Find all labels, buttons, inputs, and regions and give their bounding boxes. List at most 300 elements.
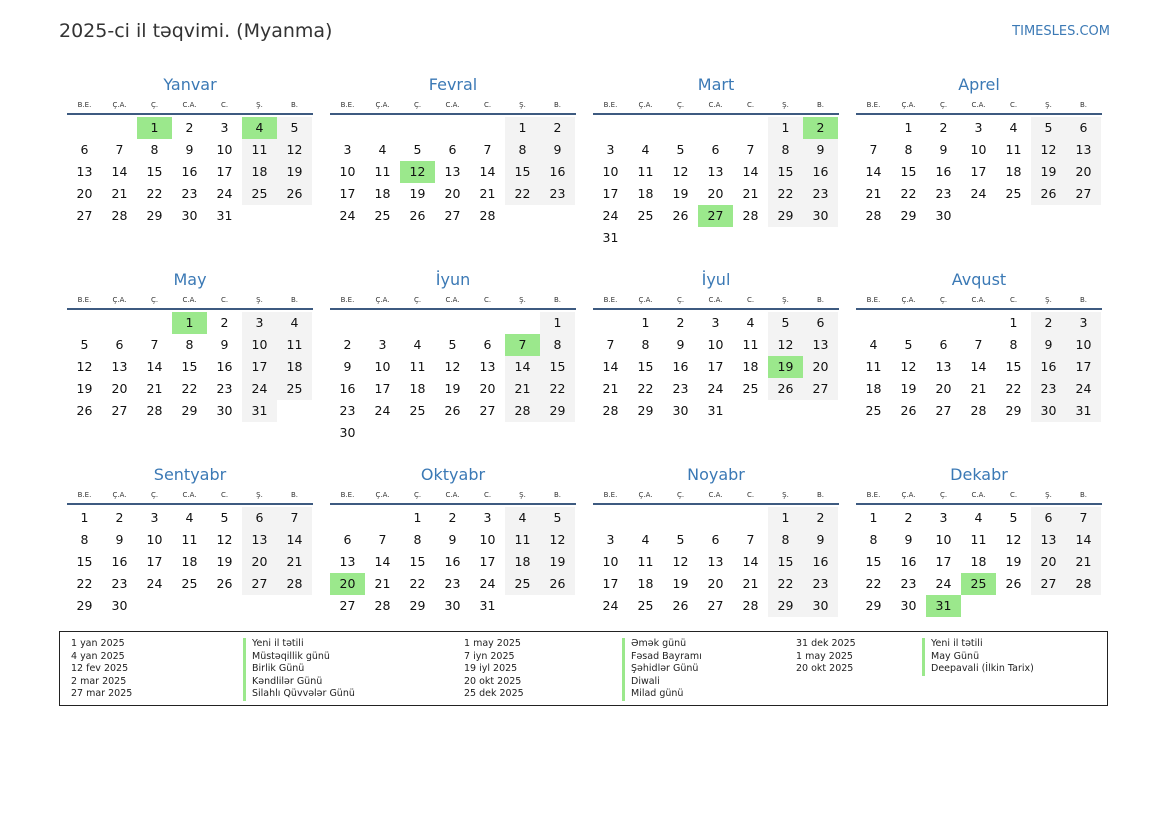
day-cell[interactable]: 3 [220,120,229,135]
day-cell[interactable]: 3 [378,337,387,352]
day-cell[interactable]: 18 [637,576,654,591]
day-cell[interactable]: 15 [637,359,654,374]
day-cell[interactable]: 22 [76,576,93,591]
day-cell[interactable]: 2 [185,120,194,135]
day-cell[interactable]: 3 [150,510,159,525]
day-cell[interactable]: 28 [146,403,163,418]
day-cell[interactable]: 12 [768,334,803,356]
day-cell[interactable]: 7 [746,532,755,547]
day-cell[interactable]: 6 [448,142,457,157]
day-cell[interactable]: 9 [904,532,913,547]
day-cell[interactable]: 24 [374,403,391,418]
day-cell[interactable]: 17 [602,576,619,591]
day-cell[interactable]: 2 [448,510,457,525]
day-cell[interactable]: 3 [974,120,983,135]
day-cell[interactable]: 6 [115,337,124,352]
day-cell[interactable]: 16 [444,554,461,569]
day-cell[interactable]: 3 [242,312,277,334]
day-cell[interactable]: 16 [216,359,233,374]
holiday-day[interactable]: 2 [803,117,838,139]
day-cell[interactable]: 26 [900,403,917,418]
day-cell[interactable]: 9 [220,337,229,352]
holiday-day[interactable]: 4 [242,117,277,139]
day-cell[interactable]: 7 [115,142,124,157]
day-cell[interactable]: 29 [900,208,917,223]
day-cell[interactable]: 14 [111,164,128,179]
day-cell[interactable]: 5 [676,532,685,547]
day-cell[interactable]: 9 [343,359,352,374]
day-cell[interactable]: 21 [479,186,496,201]
day-cell[interactable]: 23 [935,186,952,201]
day-cell[interactable]: 14 [742,554,759,569]
day-cell[interactable]: 15 [768,161,803,183]
day-cell[interactable]: 3 [939,510,948,525]
day-cell[interactable]: 18 [277,356,312,378]
day-cell[interactable]: 2 [220,315,229,330]
day-cell[interactable]: 6 [80,142,89,157]
day-cell[interactable]: 10 [146,532,163,547]
holiday-day[interactable]: 7 [505,334,540,356]
day-cell[interactable]: 26 [768,378,803,400]
day-cell[interactable]: 17 [242,356,277,378]
day-cell[interactable]: 20 [707,576,724,591]
day-cell[interactable]: 10 [242,334,277,356]
day-cell[interactable]: 21 [374,576,391,591]
day-cell[interactable]: 27 [339,598,356,613]
day-cell[interactable]: 25 [181,576,198,591]
day-cell[interactable]: 25 [505,573,540,595]
day-cell[interactable]: 30 [111,598,128,613]
day-cell[interactable]: 9 [803,529,838,551]
holiday-day[interactable]: 12 [400,161,435,183]
day-cell[interactable]: 19 [277,161,312,183]
day-cell[interactable]: 2 [540,117,575,139]
holiday-day[interactable]: 25 [961,573,996,595]
day-cell[interactable]: 31 [1066,400,1101,422]
day-cell[interactable]: 11 [742,337,759,352]
day-cell[interactable]: 16 [339,381,356,396]
day-cell[interactable]: 5 [1009,510,1018,525]
day-cell[interactable]: 27 [76,208,93,223]
day-cell[interactable]: 4 [641,142,650,157]
day-cell[interactable]: 21 [742,186,759,201]
day-cell[interactable]: 6 [343,532,352,547]
day-cell[interactable]: 3 [1066,312,1101,334]
day-cell[interactable]: 21 [505,378,540,400]
day-cell[interactable]: 30 [339,425,356,440]
day-cell[interactable]: 26 [216,576,233,591]
day-cell[interactable]: 8 [768,529,803,551]
day-cell[interactable]: 22 [181,381,198,396]
holiday-day[interactable]: 1 [172,312,207,334]
day-cell[interactable]: 9 [115,532,124,547]
day-cell[interactable]: 28 [479,208,496,223]
day-cell[interactable]: 24 [707,381,724,396]
day-cell[interactable]: 13 [444,164,461,179]
day-cell[interactable]: 20 [444,186,461,201]
day-cell[interactable]: 8 [413,532,422,547]
day-cell[interactable]: 6 [803,312,838,334]
day-cell[interactable]: 9 [540,139,575,161]
day-cell[interactable]: 12 [277,139,312,161]
day-cell[interactable]: 30 [935,208,952,223]
day-cell[interactable]: 6 [242,507,277,529]
day-cell[interactable]: 6 [1066,117,1101,139]
day-cell[interactable]: 10 [479,532,496,547]
day-cell[interactable]: 13 [111,359,128,374]
day-cell[interactable]: 11 [865,359,882,374]
day-cell[interactable]: 23 [540,183,575,205]
day-cell[interactable]: 27 [707,598,724,613]
day-cell[interactable]: 7 [746,142,755,157]
day-cell[interactable]: 20 [1066,161,1101,183]
day-cell[interactable]: 8 [505,139,540,161]
day-cell[interactable]: 9 [676,337,685,352]
day-cell[interactable]: 25 [865,403,882,418]
day-cell[interactable]: 16 [540,161,575,183]
day-cell[interactable]: 26 [444,403,461,418]
day-cell[interactable]: 28 [742,598,759,613]
day-cell[interactable]: 12 [1031,139,1066,161]
day-cell[interactable]: 7 [150,337,159,352]
day-cell[interactable]: 18 [1005,164,1022,179]
day-cell[interactable]: 6 [1031,507,1066,529]
day-cell[interactable]: 22 [146,186,163,201]
day-cell[interactable]: 8 [1009,337,1018,352]
day-cell[interactable]: 28 [505,400,540,422]
day-cell[interactable]: 16 [803,161,838,183]
day-cell[interactable]: 29 [181,403,198,418]
day-cell[interactable]: 16 [1031,356,1066,378]
day-cell[interactable]: 26 [1005,576,1022,591]
day-cell[interactable]: 10 [970,142,987,157]
day-cell[interactable]: 26 [409,208,426,223]
day-cell[interactable]: 15 [76,554,93,569]
day-cell[interactable]: 21 [146,381,163,396]
day-cell[interactable]: 24 [970,186,987,201]
day-cell[interactable]: 22 [505,183,540,205]
day-cell[interactable]: 23 [444,576,461,591]
day-cell[interactable]: 14 [146,359,163,374]
day-cell[interactable]: 19 [1005,554,1022,569]
day-cell[interactable]: 21 [111,186,128,201]
day-cell[interactable]: 19 [216,554,233,569]
day-cell[interactable]: 20 [242,551,277,573]
day-cell[interactable]: 26 [76,403,93,418]
day-cell[interactable]: 28 [970,403,987,418]
day-cell[interactable]: 5 [277,117,312,139]
day-cell[interactable]: 12 [672,164,689,179]
day-cell[interactable]: 28 [865,208,882,223]
day-cell[interactable]: 10 [602,554,619,569]
day-cell[interactable]: 18 [374,186,391,201]
day-cell[interactable]: 30 [216,403,233,418]
day-cell[interactable]: 8 [768,139,803,161]
day-cell[interactable]: 22 [540,378,575,400]
day-cell[interactable]: 29 [637,403,654,418]
day-cell[interactable]: 29 [540,400,575,422]
day-cell[interactable]: 7 [1066,507,1101,529]
day-cell[interactable]: 24 [242,378,277,400]
day-cell[interactable]: 13 [76,164,93,179]
day-cell[interactable]: 31 [602,230,619,245]
day-cell[interactable]: 8 [540,334,575,356]
day-cell[interactable]: 4 [378,142,387,157]
day-cell[interactable]: 27 [242,573,277,595]
day-cell[interactable]: 3 [606,142,615,157]
day-cell[interactable]: 25 [637,208,654,223]
day-cell[interactable]: 23 [216,381,233,396]
day-cell[interactable]: 24 [146,576,163,591]
day-cell[interactable]: 29 [768,595,803,617]
day-cell[interactable]: 9 [939,142,948,157]
day-cell[interactable]: 16 [900,554,917,569]
day-cell[interactable]: 15 [505,161,540,183]
day-cell[interactable]: 5 [904,337,913,352]
day-cell[interactable]: 18 [637,186,654,201]
day-cell[interactable]: 21 [602,381,619,396]
day-cell[interactable]: 28 [111,208,128,223]
day-cell[interactable]: 30 [444,598,461,613]
day-cell[interactable]: 4 [505,507,540,529]
site-link[interactable]: TIMESLES.COM [1012,24,1110,39]
day-cell[interactable]: 10 [602,164,619,179]
day-cell[interactable]: 23 [111,576,128,591]
day-cell[interactable]: 5 [413,142,422,157]
day-cell[interactable]: 19 [672,576,689,591]
day-cell[interactable]: 4 [277,312,312,334]
day-cell[interactable]: 26 [277,183,312,205]
day-cell[interactable]: 12 [672,554,689,569]
day-cell[interactable]: 25 [374,208,391,223]
day-cell[interactable]: 19 [409,186,426,201]
day-cell[interactable]: 25 [277,378,312,400]
day-cell[interactable]: 30 [803,595,838,617]
day-cell[interactable]: 30 [1031,400,1066,422]
day-cell[interactable]: 9 [448,532,457,547]
day-cell[interactable]: 8 [869,532,878,547]
day-cell[interactable]: 12 [216,532,233,547]
day-cell[interactable]: 13 [479,359,496,374]
day-cell[interactable]: 18 [409,381,426,396]
holiday-day[interactable]: 20 [330,573,365,595]
day-cell[interactable]: 25 [637,598,654,613]
day-cell[interactable]: 21 [865,186,882,201]
day-cell[interactable]: 29 [768,205,803,227]
day-cell[interactable]: 23 [339,403,356,418]
day-cell[interactable]: 11 [970,532,987,547]
day-cell[interactable]: 19 [444,381,461,396]
day-cell[interactable]: 24 [339,208,356,223]
day-cell[interactable]: 13 [242,529,277,551]
day-cell[interactable]: 17 [707,359,724,374]
day-cell[interactable]: 1 [413,510,422,525]
day-cell[interactable]: 12 [76,359,93,374]
day-cell[interactable]: 3 [483,510,492,525]
day-cell[interactable]: 19 [1031,161,1066,183]
day-cell[interactable]: 2 [1031,312,1066,334]
day-cell[interactable]: 27 [444,208,461,223]
day-cell[interactable]: 15 [181,359,198,374]
day-cell[interactable]: 25 [409,403,426,418]
day-cell[interactable]: 11 [277,334,312,356]
day-cell[interactable]: 7 [606,337,615,352]
day-cell[interactable]: 26 [1031,183,1066,205]
day-cell[interactable]: 4 [869,337,878,352]
day-cell[interactable]: 1 [1009,315,1018,330]
day-cell[interactable]: 20 [1031,551,1066,573]
day-cell[interactable]: 20 [479,381,496,396]
day-cell[interactable]: 10 [707,337,724,352]
day-cell[interactable]: 8 [150,142,159,157]
day-cell[interactable]: 19 [540,551,575,573]
day-cell[interactable]: 12 [540,529,575,551]
day-cell[interactable]: 12 [444,359,461,374]
day-cell[interactable]: 11 [181,532,198,547]
day-cell[interactable]: 5 [1031,117,1066,139]
day-cell[interactable]: 14 [970,359,987,374]
day-cell[interactable]: 1 [641,315,650,330]
day-cell[interactable]: 22 [1005,381,1022,396]
holiday-day[interactable]: 19 [768,356,803,378]
day-cell[interactable]: 8 [80,532,89,547]
day-cell[interactable]: 15 [409,554,426,569]
day-cell[interactable]: 23 [803,573,838,595]
day-cell[interactable]: 17 [339,186,356,201]
day-cell[interactable]: 27 [1066,183,1101,205]
day-cell[interactable]: 15 [146,164,163,179]
day-cell[interactable]: 4 [974,510,983,525]
day-cell[interactable]: 16 [803,551,838,573]
day-cell[interactable]: 19 [672,186,689,201]
day-cell[interactable]: 4 [746,315,755,330]
day-cell[interactable]: 23 [181,186,198,201]
day-cell[interactable]: 13 [935,359,952,374]
day-cell[interactable]: 24 [602,208,619,223]
day-cell[interactable]: 27 [935,403,952,418]
day-cell[interactable]: 14 [374,554,391,569]
holiday-day[interactable]: 1 [137,117,172,139]
day-cell[interactable]: 29 [1005,403,1022,418]
day-cell[interactable]: 25 [242,183,277,205]
day-cell[interactable]: 5 [80,337,89,352]
day-cell[interactable]: 29 [76,598,93,613]
day-cell[interactable]: 17 [1066,356,1101,378]
day-cell[interactable]: 11 [374,164,391,179]
day-cell[interactable]: 5 [540,507,575,529]
day-cell[interactable]: 16 [672,359,689,374]
day-cell[interactable]: 17 [935,554,952,569]
day-cell[interactable]: 17 [479,554,496,569]
day-cell[interactable]: 14 [742,164,759,179]
day-cell[interactable]: 16 [935,164,952,179]
day-cell[interactable]: 5 [768,312,803,334]
holiday-day[interactable]: 31 [926,595,961,617]
day-cell[interactable]: 15 [900,164,917,179]
day-cell[interactable]: 13 [1066,139,1101,161]
day-cell[interactable]: 23 [803,183,838,205]
day-cell[interactable]: 2 [904,510,913,525]
day-cell[interactable]: 4 [185,510,194,525]
day-cell[interactable]: 17 [602,186,619,201]
day-cell[interactable]: 22 [409,576,426,591]
day-cell[interactable]: 11 [409,359,426,374]
day-cell[interactable]: 2 [803,507,838,529]
day-cell[interactable]: 5 [448,337,457,352]
day-cell[interactable]: 17 [146,554,163,569]
day-cell[interactable]: 6 [483,337,492,352]
day-cell[interactable]: 28 [374,598,391,613]
day-cell[interactable]: 21 [277,551,312,573]
day-cell[interactable]: 18 [505,551,540,573]
day-cell[interactable]: 13 [339,554,356,569]
day-cell[interactable]: 28 [742,208,759,223]
day-cell[interactable]: 3 [343,142,352,157]
day-cell[interactable]: 24 [602,598,619,613]
day-cell[interactable]: 2 [115,510,124,525]
day-cell[interactable]: 18 [242,161,277,183]
day-cell[interactable]: 5 [676,142,685,157]
day-cell[interactable]: 2 [676,315,685,330]
day-cell[interactable]: 17 [970,164,987,179]
day-cell[interactable]: 23 [672,381,689,396]
day-cell[interactable]: 23 [900,576,917,591]
day-cell[interactable]: 19 [900,381,917,396]
day-cell[interactable]: 27 [1031,573,1066,595]
day-cell[interactable]: 27 [803,378,838,400]
day-cell[interactable]: 3 [606,532,615,547]
day-cell[interactable]: 20 [935,381,952,396]
day-cell[interactable]: 11 [242,139,277,161]
day-cell[interactable]: 10 [1066,334,1101,356]
day-cell[interactable]: 13 [1031,529,1066,551]
day-cell[interactable]: 30 [181,208,198,223]
day-cell[interactable]: 31 [242,400,277,422]
day-cell[interactable]: 24 [216,186,233,201]
day-cell[interactable]: 22 [637,381,654,396]
day-cell[interactable]: 8 [904,142,913,157]
day-cell[interactable]: 14 [865,164,882,179]
day-cell[interactable]: 1 [80,510,89,525]
day-cell[interactable]: 7 [869,142,878,157]
day-cell[interactable]: 2 [939,120,948,135]
day-cell[interactable]: 24 [479,576,496,591]
day-cell[interactable]: 18 [865,381,882,396]
day-cell[interactable]: 15 [540,356,575,378]
day-cell[interactable]: 26 [672,598,689,613]
day-cell[interactable]: 5 [220,510,229,525]
day-cell[interactable]: 18 [742,359,759,374]
day-cell[interactable]: 28 [1066,573,1101,595]
day-cell[interactable]: 7 [277,507,312,529]
day-cell[interactable]: 28 [602,403,619,418]
day-cell[interactable]: 17 [374,381,391,396]
day-cell[interactable]: 20 [707,186,724,201]
day-cell[interactable]: 30 [803,205,838,227]
day-cell[interactable]: 7 [483,142,492,157]
day-cell[interactable]: 26 [540,573,575,595]
day-cell[interactable]: 18 [181,554,198,569]
day-cell[interactable]: 10 [216,142,233,157]
day-cell[interactable]: 16 [181,164,198,179]
day-cell[interactable]: 24 [1066,378,1101,400]
day-cell[interactable]: 11 [505,529,540,551]
day-cell[interactable]: 10 [935,532,952,547]
day-cell[interactable]: 9 [1031,334,1066,356]
day-cell[interactable]: 30 [900,598,917,613]
day-cell[interactable]: 20 [803,356,838,378]
day-cell[interactable]: 21 [1066,551,1101,573]
